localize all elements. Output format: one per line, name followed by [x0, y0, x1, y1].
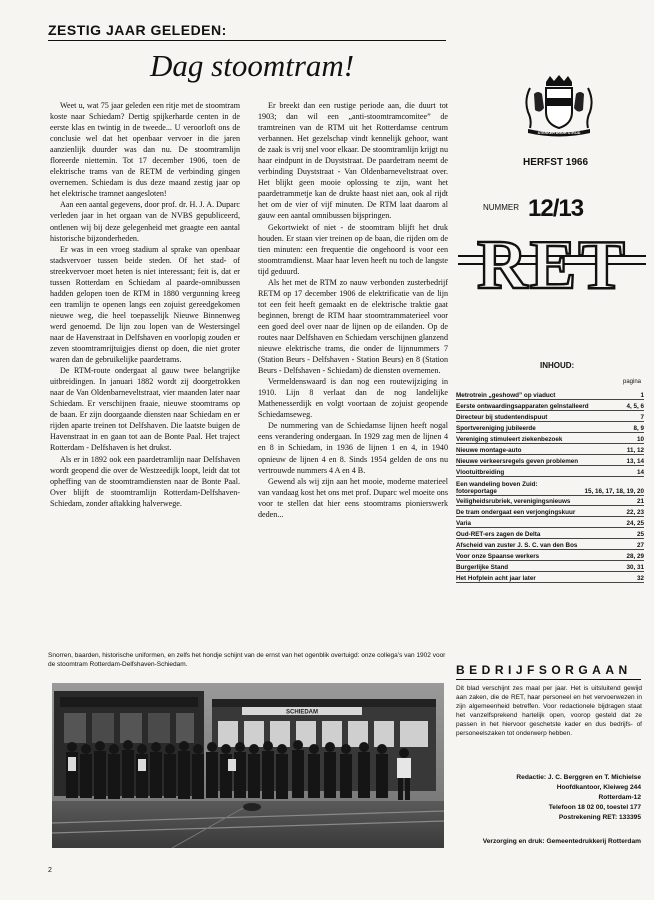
toc-row: Oud-RET-ers zagen de Delta 25 [456, 528, 644, 539]
article-column-1 [50, 100, 240, 509]
toc-row: Nieuwe verkeersregels geven problemen 13, 14 [456, 455, 644, 466]
article-paragraph: Weet u, wat 75 jaar geleden een ritje met de stoomtram koste naar Schiedam? Dertig spijkerharde centen in de eerste klas en twintig in de tweede... U veroorloft ons de conclusie wel dat het openbaar vervoer in die jaren aanzienlijk duurder was dan nu. De stoomtramlijn floreerde niettemin. Tot 17 december 1906, toen de elektrische trams van de RETM de verbinding gingen overnemen. Schiedam is dus deze maand zestig jaar op het elektrische tramnet aangesloten! [50, 101, 240, 199]
photo-caption: Snorren, baarden, historische uniformen, en zelfs het hondje schijnt van de ernst van het ogenblik overtuigd: onze collega’s van 1902 voor de stoomtram Rotterdam-Delfshaven-Schiedam. [48, 652, 446, 668]
toc-row: Vereniging stimuleert ziekenbezoek 10 [456, 433, 644, 444]
toc-row: Sportvereniging jubileerde 8, 9 [456, 422, 644, 433]
colophon-line [456, 823, 641, 837]
article-paragraph: Gewend als wij zijn aan het mooie, moderne materieel van vandaag kost het ons met prof. Duparc wel moeite ons voor te stellen dat hier eens stoomtrams pionierswerk deden... [258, 476, 448, 519]
article-paragraph: Als het met de RTM zo nauw verbonden zusterbedrijf RETM op 17 december 1906 de elektrificatie van de lijn tot een feit heeft gemaakt en de elektrische traktie gaat beginnen, brengt de RTM haar stoomtrammaterieel voor een goed deel over naar de lijnen op de eilanden. Op de routes naar Delfshaven en Schiedam verschijnen glanzend nieuwe elektrische trams, die onder de lijnnummers 7 (Station Beurs - Delfshaven - Station Beurs) en 8 (Station Beurs - Delfshaven - Schiedam) de diensten overnemen. [258, 277, 448, 376]
colophon-line: Postrekening RET: 133395 [558, 814, 641, 821]
toc-page-header: pagina [623, 379, 642, 385]
toc-row: Metrotrein „geshowd” op viaduct 1 [456, 389, 644, 400]
historic-tram-photo [52, 683, 444, 848]
article-paragraph: Als er in 1892 ook een paardetramlijn naar Delfshaven wordt geopend die over de Westzeedijk loopt, leidt dat tot opheffing van de stoomtramdiensten naar de Bonte Paal. Over blijft de stoomtramlijn Rotterdam-Delfshaven-Schiedam, zonder aftakking halverwege. [50, 454, 240, 508]
toc-row: Veiligheidsrubriek, verenigingsnieuws 21 [456, 496, 644, 507]
toc-row: Nieuwe montage-auto 11, 12 [456, 444, 644, 455]
toc-title: INHOUD: [540, 361, 575, 370]
bedrijfsorgaan-rule [456, 679, 641, 680]
bedrijfsorgaan-body: Dit blad verschijnt zes maal per jaar. Het is uitsluitend gewijd aan zaken, die de RET, haar personeel en het vervoerwezen in zijn algemeenheid betreffen. Voor redactionele bijdragen staat het vanzelfsprekend hartelijk open, voorop gesteld dat ze passen in het hiervoor geschetste kader en dus bedrijfs- of personeelszaken tot onderwerp hebben. [456, 685, 642, 737]
article-paragraph: Aan een aantal gegevens, door prof. dr. H. J. A. Duparc verleden jaar in het orgaan van de NVBS gepubliceerd, ontlenen wij bij deze gelegenheid met graagte een aantal historische bijzonderheden. [50, 200, 240, 243]
dog [243, 803, 261, 811]
toc-row: Afscheid van zuster J. S. C. van den Bos 27 [456, 539, 644, 550]
article-paragraph: Er was in een vroeg stadium al sprake van openbaar stadsvervoer tussen beide steden. Of het stad- of streekvervoer moet heten is niet interessant; feit is, dat er tussen Rotterdam en Schiedam al paarde-omnibussen hadden gelopen toen de RTM in 1880 vergunning kreeg een tramlijn te openen langs een zojuist gereedgekomen nieuwe weg, die heel toepasselijk Nieuwe Binnenweg werd genoemd. De lijn zou lopen van de Westersingel naar de Havenstraat in Delfshaven en voorlopig zouden er zeven stoomtramrijtuigjes dienst op doen, die niet groter waren dan de gebruikelijke paardetrams. [50, 244, 240, 365]
toc-row: Een wandeling boven Zuid: fotoreportage 15, 16, 17, 18, 19, 20 [456, 477, 644, 496]
issue-number-value: 12/13 [528, 195, 584, 222]
toc-row: Directeur bij studentendispuut 7 [456, 411, 644, 422]
toc-row: Voor onze Spaanse werkers 28, 29 [456, 550, 644, 561]
kicker-rule [48, 40, 446, 41]
colophon [456, 773, 641, 847]
bedrijfsorgaan-title: BEDRIJFSORGAAN [456, 663, 632, 677]
toc-row: Vlootuitbreiding 14 [456, 466, 644, 477]
article-kicker: ZESTIG JAAR GELEDEN: [48, 22, 227, 38]
article-paragraph: Gekortwiekt of niet - de stoomtram blijft het druk houden. Er staan vier treinen op de baan, die rijden om de tien minuten: een frequentie die ongehoord is voor een stoomtramdienst. Maar haar leven heeft nu toch de langste tijd geduurd. [258, 222, 448, 276]
colophon-line: Rotterdam-12 [598, 794, 641, 801]
toc-row: Varia 24, 25 [456, 517, 644, 528]
article-headline: Dag stoomtram! [150, 48, 355, 83]
issue-number-label: NUMMER [483, 203, 519, 212]
crest-motto: STERKER DOOR STRIJD [537, 131, 581, 135]
issue-season: HERFST 1966 [523, 157, 589, 168]
colophon-line: Hoofdkantoor, Kleiweg 244 [556, 784, 641, 791]
toc-row: Burgerlijke Stand 30, 31 [456, 561, 644, 572]
toc-row: De tram ondergaat een verjongingskuur 22, 23 [456, 506, 644, 517]
colophon-line: Redactie: J. C. Berggren en T. Michielse [516, 774, 641, 781]
article-column-2 [258, 100, 448, 520]
article-paragraph: Vermeldenswaard is dan nog een routewijziging in 1910. Lijn 8 verlaat dan de nog landelijke Mathenesserdijk en volgt voortaan de zojuist geopende Schiedamseweg. [258, 377, 448, 420]
colophon-line: Verzorging en druk: Gemeentedrukkerij Rotterdam [482, 838, 641, 845]
colophon-line: Telefoon 18 02 00, toestel 177 [548, 804, 641, 811]
article-paragraph: De nummering van de Schiedamse lijnen heeft nogal eens verandering ondergaan. In 1929 zag men de lijnen 4 en 8 in Schiedam, in 1936 de lijnen 1 en 4, in 1940 opnieuw de lijnen 4 en 8. Sinds 1954 gelden de ons nu vertrouwde nummers 4 A en 4 B. [258, 421, 448, 475]
ret-logo [458, 226, 646, 300]
article-paragraph: Er breekt dan een rustige periode aan, die duurt tot 1903; dan wil een „anti-stoomtramcomitee” de tramtreinen van de RTM uit het Rotterdamse centrum verbannen. Het gezelschap vindt kennelijk gehoor, want de zaak is vrij snel voor elkaar. De stoomtramlijn krijgt nu haar eindpunt in de Duyststraat. De paardetram neemt de verbinding Duyststraat - Van Oldenbarneveltstraat over. Het blijkt geen mooie oplossing te zijn, want het paardetrammetje kan de drukte haast niet aan, ook al rijdt het om de vier of vijf minuten. De RTM laat daarom al gauw een aantal omnibussen bijspringen. [258, 101, 448, 221]
toc-row: Eerste ontwaardingsapparaten geïnstalleerd 4, 5, 6 [456, 400, 644, 411]
table-of-contents [456, 389, 644, 583]
tram-destination-sign: SCHIEDAM [285, 709, 319, 716]
article-paragraph: De RTM-route ondergaat al gauw twee belangrijke uitbreidingen. In januari 1882 wordt zij doorgetrokken naar de Van Oldenbarneveltstraat, vier maanden later naar Schiedam. Er verschijnen fraaie, nieuwe stoomtrams op de baan. Er zijn doorgaande diensten naar Schiedam en er rijden aparte treinen tot Delfshaven. Die laatste buigen de Havenstraat in en gaan tot aan de Bonte Paal. Het traject Rotterdam - Delfshaven is het drukst. [50, 366, 240, 453]
ret-logo-text: RET [477, 227, 627, 300]
page-number: 2 [48, 867, 52, 874]
rotterdam-crest-icon [520, 74, 598, 138]
toc-row: Het Hofplein acht jaar later 32 [456, 572, 644, 583]
